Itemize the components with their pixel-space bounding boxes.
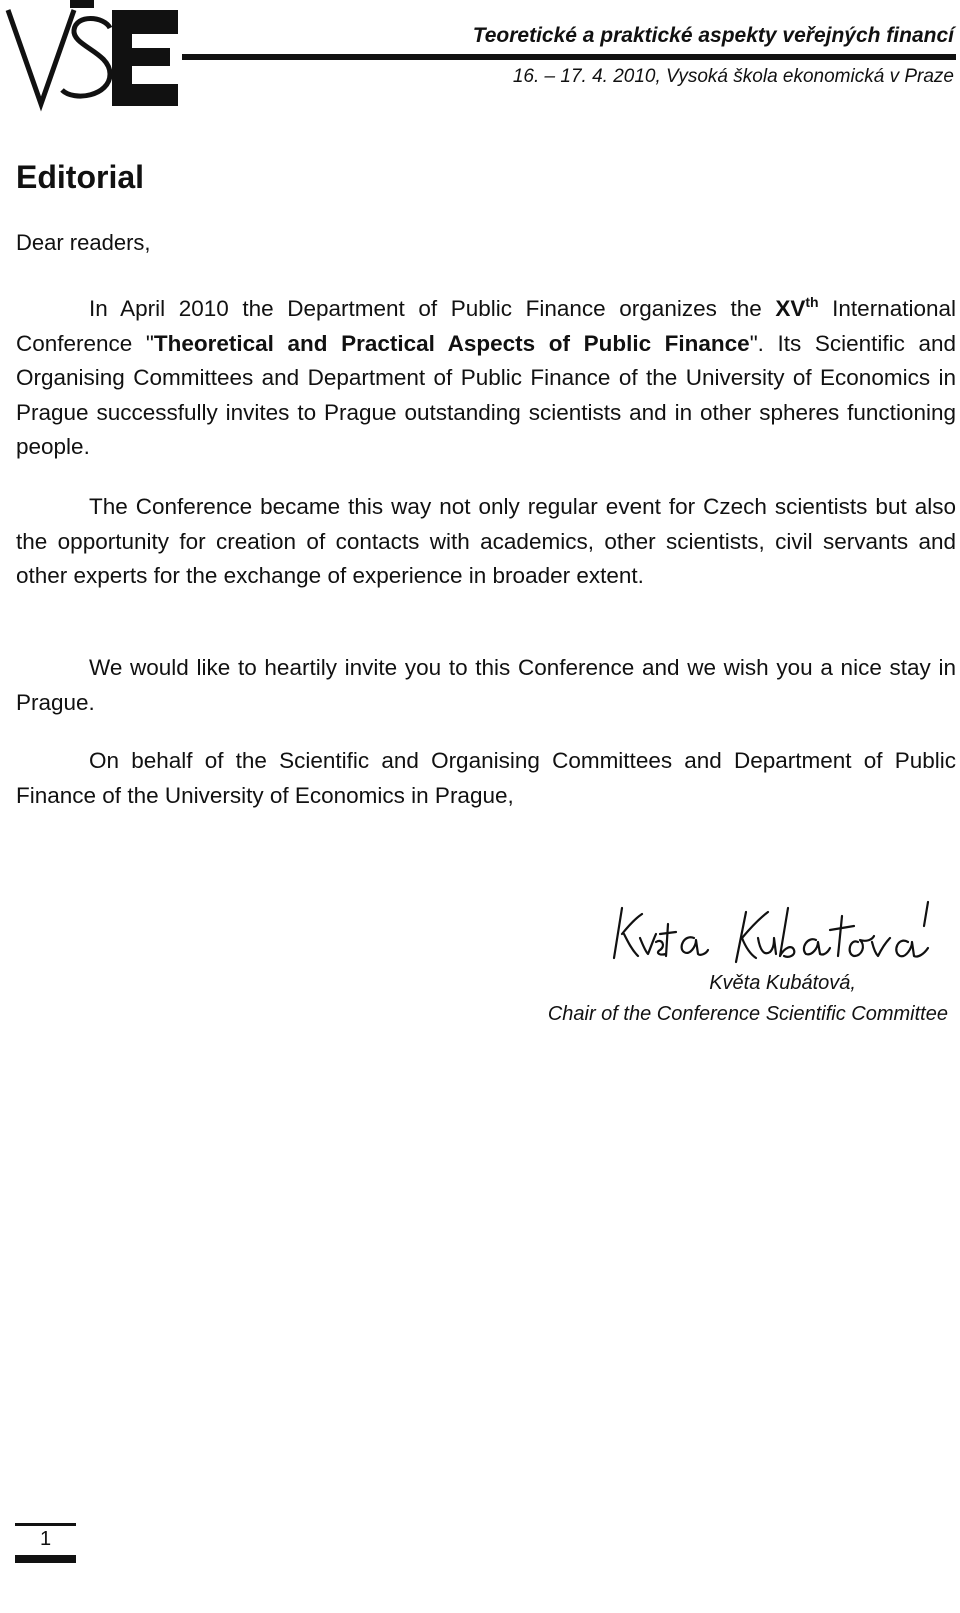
footer-rule-bottom: [15, 1555, 76, 1563]
header-title: Teoretické a praktické aspekty veřejných financí: [472, 24, 954, 47]
salutation: Dear readers,: [16, 230, 151, 255]
p1-roman-numeral: XV: [775, 296, 806, 321]
signatory-role: Chair of the Conference Scientific Committee: [547, 1003, 948, 1025]
paragraph-on-behalf: On behalf of the Scientific and Organising Committees and Department of Public Finance of the University of Economics in Prague,: [16, 748, 956, 808]
paragraph-conference: The Conference became this way not only regular event for Czech scientists but also the opportunity for creation of contacts with academics, other scientists, civil servants and other experts for the exchange of experience in broader extent.: [16, 494, 956, 588]
paragraph-intro: [16, 292, 956, 465]
paragraph-invitation: We would like to heartily invite you to this Conference and we wish you a nice stay in Prague.: [16, 655, 956, 715]
page-title: Editorial: [16, 159, 145, 195]
page-number: 1: [39, 1528, 52, 1550]
signatory-name: Květa Kubátová,: [709, 972, 856, 994]
footer-rule-top: [15, 1523, 76, 1526]
p1-rest: ". Its Scientific and Organising Committees and Department of Public Finance of the University of Economics in Prague successfully invites to Prague outstanding scientists and in other spheres functioning people.: [16, 330, 956, 459]
vse-logo: [4, 0, 180, 112]
conference-name: Theoretical and Practical Aspects of Public Finance: [153, 330, 750, 356]
p1-mid: International Conference ": [16, 296, 956, 356]
header-subtitle: 16. – 17. 4. 2010, Vysoká škola ekonomická v Praze: [512, 66, 954, 87]
p1-intro: In April 2010 the Department of Public Finance organizes the: [89, 296, 776, 321]
p1-superscript: th: [805, 294, 819, 310]
handwritten-signature: [610, 898, 930, 970]
header-rule: [182, 54, 956, 60]
